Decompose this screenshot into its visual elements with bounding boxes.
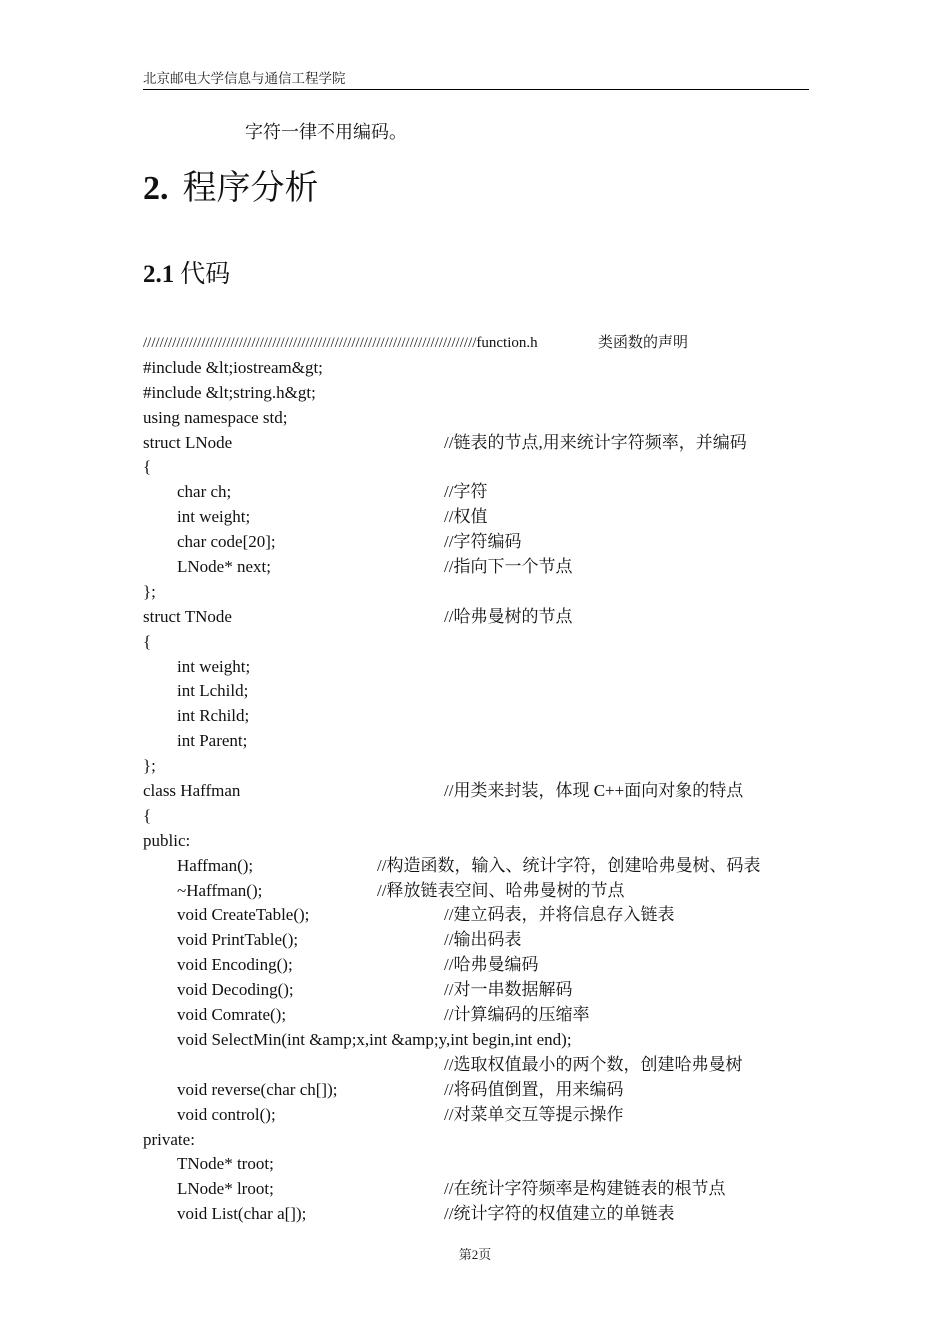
intro-text: 字符一律不用编码。 (245, 122, 407, 142)
code-comment: //字符编码 (444, 532, 522, 552)
code-line (143, 530, 823, 555)
code-comment: //对一串数据解码 (444, 980, 573, 1000)
section-heading (143, 167, 319, 211)
code-comment: //选取权值最小的两个数，创建哈弗曼树 (444, 1054, 743, 1074)
code-comment: //指向下一个节点 (444, 557, 573, 577)
code-line (143, 630, 823, 655)
code-line (143, 431, 823, 456)
code-text: TNode* troot; (177, 1154, 274, 1174)
code-line (143, 580, 823, 605)
code-text: using namespace std; (143, 407, 288, 427)
code-line (143, 704, 823, 729)
code-text: public: (143, 830, 191, 850)
code-text: ~Haffman(); (177, 880, 263, 900)
code-text: int Rchild; (177, 706, 250, 726)
code-comment: //链表的节点,用来统计字符频率，并编码 (444, 432, 747, 452)
code-line (143, 854, 823, 879)
code-line (143, 928, 823, 953)
code-text: void control(); (177, 1104, 276, 1124)
code-line (143, 555, 823, 580)
page-header: 北京邮电大学信息与通信工程学院 (143, 70, 809, 90)
code-comment: //对菜单交互等提示操作 (444, 1104, 624, 1124)
code-text: void reverse(char ch[]); (177, 1079, 338, 1099)
code-text: int weight; (177, 656, 251, 676)
code-line (143, 829, 823, 854)
section-number: 2. (143, 170, 169, 207)
code-text: struct LNode (143, 432, 233, 452)
code-comment: //在统计字符频率是构建链表的根节点 (444, 1179, 726, 1199)
code-text: LNode* next; (177, 557, 271, 577)
code-text: { (143, 631, 152, 651)
code-line (143, 1202, 823, 1227)
code-text: void CreateTable(); (177, 905, 310, 925)
code-line (143, 356, 823, 381)
code-line (143, 1003, 823, 1028)
code-text: void Encoding(); (177, 955, 293, 975)
code-line (143, 1128, 823, 1153)
code-line (143, 655, 823, 680)
code-text: }; (143, 581, 156, 601)
page-number: 第2页 (458, 1247, 492, 1262)
code-comment: //用类来封装，体现 C++面向对象的特点 (444, 781, 744, 801)
code-text: class Haffman (143, 781, 241, 801)
section-title: 程序分析 (182, 170, 319, 207)
code-line (143, 455, 823, 480)
subsection-number: 2.1 (143, 261, 175, 288)
code-line (143, 381, 823, 406)
code-line (143, 1028, 823, 1053)
code-comment: //字符 (444, 482, 488, 502)
code-comment: //建立码表，并将信息存入链表 (444, 905, 675, 925)
code-text: void Comrate(); (177, 1005, 287, 1025)
code-comment: //哈弗曼树的节点 (444, 606, 573, 626)
code-comment: //将码值倒置，用来编码 (444, 1079, 624, 1099)
code-comment: 类函数的声明 (598, 335, 689, 351)
code-text: void PrintTable(); (177, 930, 299, 950)
code-listing (143, 331, 823, 1227)
code-line (143, 480, 823, 505)
code-text: { (143, 457, 152, 477)
code-line (143, 903, 823, 928)
code-text: }; (143, 756, 156, 776)
code-text: char code[20]; (177, 532, 276, 552)
code-line (143, 754, 823, 779)
code-text: #include &lt;iostream&gt; (143, 357, 323, 377)
code-text: int Lchild; (177, 681, 249, 701)
code-comment: //哈弗曼编码 (444, 955, 539, 975)
code-line (143, 978, 823, 1003)
code-line (143, 953, 823, 978)
code-text: Haffman(); (177, 855, 254, 875)
code-line (143, 1177, 823, 1202)
code-text: void Decoding(); (177, 980, 294, 1000)
subsection-heading (143, 259, 230, 291)
code-comment: //释放链表空间、哈弗曼树的节点 (377, 880, 625, 900)
code-comment: //权值 (444, 507, 488, 527)
code-line (143, 331, 823, 356)
code-text: #include &lt;string.h&gt; (143, 382, 316, 402)
code-line (143, 679, 823, 704)
code-text: int Parent; (177, 731, 248, 751)
code-text: private: (143, 1129, 195, 1149)
code-text: void List(char a[]); (177, 1204, 307, 1224)
code-text: { (143, 805, 152, 825)
code-text: LNode* lroot; (177, 1179, 274, 1199)
code-line (143, 1053, 823, 1078)
code-line (143, 779, 823, 804)
code-comment: //输出码表 (444, 930, 522, 950)
code-line (143, 406, 823, 431)
code-comment: //计算编码的压缩率 (444, 1005, 590, 1025)
code-comment: //统计字符的权值建立的单链表 (444, 1204, 675, 1224)
code-line (143, 1152, 823, 1177)
code-line (143, 729, 823, 754)
code-text: ////////////////////////////////////////////////////////////////////////////////function.h (143, 335, 538, 351)
code-line (143, 505, 823, 530)
code-line (143, 804, 823, 829)
code-text: void SelectMin(int &amp;x,int &amp;y,int begin,int end); (177, 1029, 572, 1049)
code-text: int weight; (177, 507, 251, 527)
code-comment: //构造函数，输入、统计字符，创建哈弗曼树、码表 (377, 855, 761, 875)
code-text: char ch; (177, 482, 232, 502)
code-line (143, 605, 823, 630)
code-line (143, 1103, 823, 1128)
code-line (143, 1078, 823, 1103)
subsection-title: 代码 (180, 261, 231, 288)
code-text: struct TNode (143, 606, 232, 626)
code-line (143, 879, 823, 904)
